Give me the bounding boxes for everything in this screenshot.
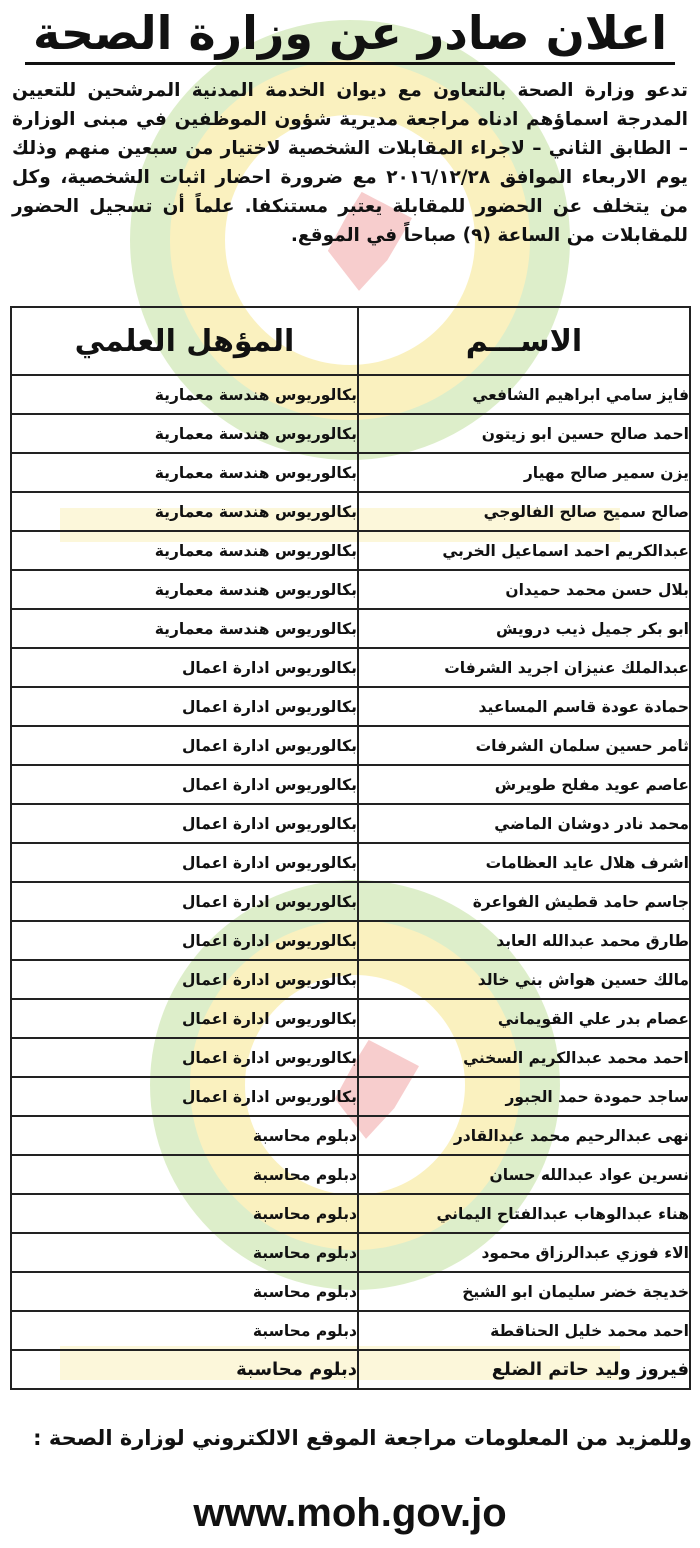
candidate-qualification: بكالوريوس هندسة معمارية xyxy=(11,375,358,414)
candidate-qualification: بكالوريوس ادارة اعمال xyxy=(11,648,358,687)
candidate-qualification: بكالوريوس ادارة اعمال xyxy=(11,687,358,726)
table-row xyxy=(11,1350,690,1389)
candidate-qualification: بكالوريوس ادارة اعمال xyxy=(11,765,358,804)
candidate-name: فايز سامي ابراهيم الشافعي xyxy=(358,375,690,414)
table-row xyxy=(11,1038,690,1077)
table-row xyxy=(11,375,690,414)
table-row xyxy=(11,1233,690,1272)
candidate-qualification: دبلوم محاسبة xyxy=(11,1272,358,1311)
table-body xyxy=(11,375,690,1389)
candidate-qualification: بكالوريوس ادارة اعمال xyxy=(11,1038,358,1077)
footer-note: وللمزيد من المعلومات مراجعة الموقع الالكتروني لوزارة الصحة : xyxy=(33,1426,692,1450)
candidate-qualification: بكالوريوس ادارة اعمال xyxy=(11,882,358,921)
candidate-qualification: دبلوم محاسبة xyxy=(11,1155,358,1194)
candidate-name: هناء عبدالوهاب عبدالفتاح اليماني xyxy=(358,1194,690,1233)
candidate-name: عاصم عويد مفلح طويرش xyxy=(358,765,690,804)
candidate-qualification: دبلوم محاسبة xyxy=(11,1116,358,1155)
title-underline xyxy=(25,62,675,65)
candidate-name: اشرف هلال عايد العظامات xyxy=(358,843,690,882)
candidate-name: عصام بدر علي القويماني xyxy=(358,999,690,1038)
candidate-name: جاسم حامد قطيش الفواعرة xyxy=(358,882,690,921)
table-row xyxy=(11,1077,690,1116)
table-row xyxy=(11,648,690,687)
website-url: www.moh.gov.jo xyxy=(193,1491,507,1535)
table-row xyxy=(11,843,690,882)
candidate-qualification: بكالوريوس ادارة اعمال xyxy=(11,804,358,843)
candidate-name: احمد محمد عبدالكريم السخني xyxy=(358,1038,690,1077)
candidate-name: خديجة خضر سليمان ابو الشيخ xyxy=(358,1272,690,1311)
table-row xyxy=(11,1311,690,1350)
candidate-name: احمد صالح حسين ابو زيتون xyxy=(358,414,690,453)
table-row xyxy=(11,804,690,843)
table-row xyxy=(11,882,690,921)
candidate-name: ابو بكر جميل ذيب درويش xyxy=(358,609,690,648)
candidate-name: نهى عبدالرحيم محمد عبدالقادر xyxy=(358,1116,690,1155)
candidate-name: الاء فوزي عبدالرزاق محمود xyxy=(358,1233,690,1272)
candidate-name: ساجد حمودة حمد الجبور xyxy=(358,1077,690,1116)
table-row xyxy=(11,921,690,960)
candidate-qualification: بكالوريوس هندسة معمارية xyxy=(11,492,358,531)
table-row xyxy=(11,1194,690,1233)
candidate-name: محمد نادر دوشان الماضي xyxy=(358,804,690,843)
table-row xyxy=(11,1116,690,1155)
table-row xyxy=(11,609,690,648)
table-row xyxy=(11,726,690,765)
table-row xyxy=(11,999,690,1038)
table-row xyxy=(11,1155,690,1194)
candidate-name: فيروز وليد حاتم الضلع xyxy=(358,1350,690,1389)
candidate-name: يزن سمير صالح مهيار xyxy=(358,453,690,492)
candidate-name: طارق محمد عبدالله العابد xyxy=(358,921,690,960)
candidate-qualification: بكالوريوس هندسة معمارية xyxy=(11,414,358,453)
table-row xyxy=(11,453,690,492)
table-header-row xyxy=(11,307,690,375)
candidate-name: صالح سميح صالح الفالوجي xyxy=(358,492,690,531)
candidate-name: ثامر حسين سلمان الشرفات xyxy=(358,726,690,765)
candidates-table xyxy=(10,306,691,1390)
candidate-name: عبدالكريم احمد اسماعيل الخربي xyxy=(358,531,690,570)
intro-paragraph: تدعو وزارة الصحة بالتعاون مع ديوان الخدمة المدنية المرشحين للتعيين المدرجة اسماؤهم ادناه مراجعة مديرية شؤون الموظفين في مبنى الوزارة – الطابق الثاني – لاجراء المقابلات الشخصية لاختيار من سبعين منهم وذلك يوم الاربعاء الموافق ٢٠١٦/١٢/٢٨ مع ضرورة احضار اثبات الشخصية، وكل من يتخلف عن الحضور للمقابلة يعتبر مستنكفا. علماً أن تسجيل الحضور للمقابلات من الساعة (٩) صباحاً في الموقع. xyxy=(12,80,689,246)
candidate-qualification: بكالوريوس هندسة معمارية xyxy=(11,453,358,492)
candidate-qualification: بكالوريوس ادارة اعمال xyxy=(11,843,358,882)
table-row xyxy=(11,570,690,609)
table-row xyxy=(11,414,690,453)
candidate-qualification: بكالوريوس ادارة اعمال xyxy=(11,960,358,999)
candidate-name: بلال حسن محمد حميدان xyxy=(358,570,690,609)
candidate-qualification: بكالوريوس هندسة معمارية xyxy=(11,570,358,609)
candidate-qualification: دبلوم محاسبة xyxy=(11,1350,358,1389)
table-row xyxy=(11,687,690,726)
table-row xyxy=(11,960,690,999)
name-column-header: الاســـم xyxy=(358,307,690,375)
table-row xyxy=(11,531,690,570)
candidate-name: حمادة عودة قاسم المساعيد xyxy=(358,687,690,726)
candidate-name: احمد محمد خليل الحناقطة xyxy=(358,1311,690,1350)
qualification-column-header: المؤهل العلمي xyxy=(11,307,358,375)
candidate-name: عبدالملك عنيزان اجريد الشرفات xyxy=(358,648,690,687)
candidate-name: نسرين عواد عبدالله حسان xyxy=(358,1155,690,1194)
candidate-qualification: بكالوريوس هندسة معمارية xyxy=(11,531,358,570)
candidate-qualification: دبلوم محاسبة xyxy=(11,1194,358,1233)
table-row xyxy=(11,765,690,804)
table-row xyxy=(11,492,690,531)
candidate-qualification: بكالوريوس ادارة اعمال xyxy=(11,999,358,1038)
candidate-qualification: بكالوريوس ادارة اعمال xyxy=(11,921,358,960)
candidate-qualification: بكالوريوس ادارة اعمال xyxy=(11,1077,358,1116)
candidate-qualification: دبلوم محاسبة xyxy=(11,1233,358,1272)
candidate-qualification: دبلوم محاسبة xyxy=(11,1311,358,1350)
candidate-qualification: بكالوريوس ادارة اعمال xyxy=(11,726,358,765)
page-title: اعلان صادر عن وزارة الصحة xyxy=(33,6,667,60)
candidate-name: مالك حسين هواش بني خالد xyxy=(358,960,690,999)
candidate-qualification: بكالوريوس هندسة معمارية xyxy=(11,609,358,648)
table-row xyxy=(11,1272,690,1311)
